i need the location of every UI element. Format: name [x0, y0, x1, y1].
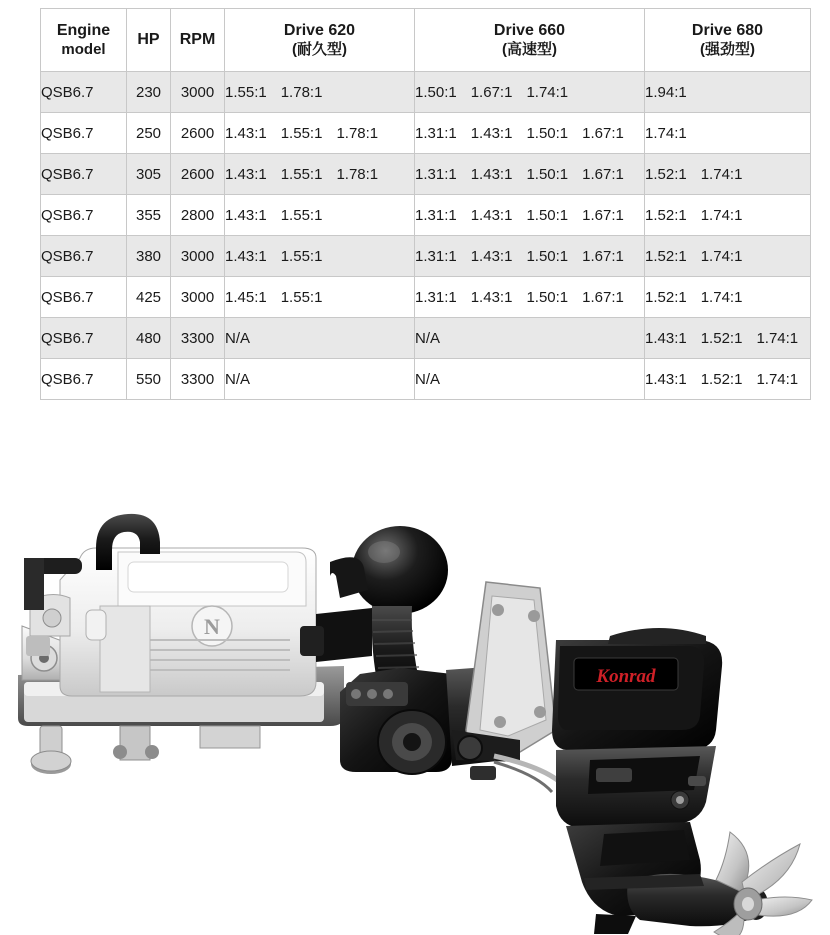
cell-hp: 230 — [127, 72, 171, 113]
cell-engine-model: QSB6.7 — [41, 236, 127, 277]
ratio-value: 1.43:1 — [645, 370, 687, 388]
cell-rpm: 3300 — [171, 318, 225, 359]
cell-drive-620-ratios — [225, 236, 415, 277]
ratio-value: 1.74:1 — [526, 83, 569, 101]
ratio-value: 1.74:1 — [645, 124, 687, 142]
ratio-value: 1.50:1 — [415, 83, 457, 101]
cell-drive-660-ratios — [415, 195, 645, 236]
ratio-value: 1.74:1 — [700, 288, 743, 306]
ratio-value: 1.52:1 — [700, 370, 743, 388]
column-header-engine-model — [41, 9, 127, 72]
table-row — [41, 113, 811, 154]
brand-plate — [574, 658, 678, 690]
ratio-value: 1.52:1 — [645, 165, 687, 183]
svg-text:N: N — [204, 614, 220, 639]
ratio-value: 1.31:1 — [415, 288, 457, 306]
cell-engine-model: QSB6.7 — [41, 277, 127, 318]
cell-rpm: 3000 — [171, 277, 225, 318]
ratio-value: 1.94:1 — [645, 83, 687, 101]
ratio-value: 1.67:1 — [582, 247, 624, 265]
cell-hp: 355 — [127, 195, 171, 236]
cell-hp: 305 — [127, 154, 171, 195]
cell-drive-660-ratios — [415, 318, 645, 359]
ratio-value: 1.50:1 — [526, 288, 569, 306]
cell-drive-680-ratios — [645, 195, 811, 236]
cell-drive-660-ratios — [415, 236, 645, 277]
ratio-value: 1.31:1 — [415, 247, 457, 265]
column-header-hp-main: HP — [137, 31, 160, 48]
cell-rpm: 2600 — [171, 113, 225, 154]
cell-rpm: 3000 — [171, 72, 225, 113]
column-header-engine-model-main: Engine — [56, 21, 111, 39]
column-header-drive-620-main: Drive 620 — [283, 21, 356, 39]
ratio-value: N/A — [225, 329, 251, 347]
table-row — [41, 195, 811, 236]
cell-hp: 550 — [127, 359, 171, 400]
engine-sterndrive-illustration — [0, 430, 830, 935]
ratio-value: 1.50:1 — [526, 165, 569, 183]
column-header-drive-660-sub: (高速型) — [502, 40, 557, 58]
cell-drive-620-ratios — [225, 113, 415, 154]
ratio-value: 1.74:1 — [756, 329, 799, 347]
cell-drive-620-ratios — [225, 277, 415, 318]
ratio-value: 1.78:1 — [336, 165, 379, 183]
cell-engine-model: QSB6.7 — [41, 113, 127, 154]
column-header-drive-660 — [415, 9, 645, 72]
cell-drive-660-ratios — [415, 277, 645, 318]
column-header-drive-660-main: Drive 660 — [493, 21, 566, 39]
ratio-value: 1.45:1 — [225, 288, 267, 306]
table-row — [41, 236, 811, 277]
ratio-value: 1.74:1 — [700, 165, 743, 183]
table-row — [41, 277, 811, 318]
ratio-value: 1.43:1 — [225, 165, 267, 183]
ratio-value: 1.43:1 — [225, 247, 267, 265]
column-header-rpm-main: RPM — [179, 31, 216, 48]
ratio-value: 1.55:1 — [225, 83, 267, 101]
ratio-value: 1.43:1 — [470, 206, 513, 224]
cell-drive-680-ratios — [645, 236, 811, 277]
ratio-value: 1.52:1 — [645, 288, 687, 306]
drive-ratio-table — [40, 8, 811, 400]
table-row — [41, 72, 811, 113]
column-header-drive-620 — [225, 9, 415, 72]
column-header-drive-680 — [645, 9, 811, 72]
cell-rpm: 2600 — [171, 154, 225, 195]
table-row — [41, 154, 811, 195]
cell-drive-680-ratios — [645, 277, 811, 318]
cell-drive-660-ratios — [415, 72, 645, 113]
ratio-value: 1.55:1 — [280, 288, 323, 306]
ratio-value: 1.43:1 — [225, 124, 267, 142]
ratio-value: 1.55:1 — [280, 206, 323, 224]
cell-drive-620-ratios — [225, 359, 415, 400]
cell-rpm: 3300 — [171, 359, 225, 400]
ratio-value: 1.43:1 — [470, 247, 513, 265]
ratio-value: 1.78:1 — [336, 124, 379, 142]
ratio-value: 1.67:1 — [582, 165, 624, 183]
cell-drive-620-ratios — [225, 195, 415, 236]
cell-drive-680-ratios — [645, 154, 811, 195]
ratio-value: 1.78:1 — [280, 83, 323, 101]
ratio-value: 1.55:1 — [280, 165, 323, 183]
transom-plate — [466, 582, 556, 752]
table-header-row — [41, 9, 811, 72]
cell-rpm: 3000 — [171, 236, 225, 277]
ratio-value: N/A — [415, 370, 441, 388]
ratio-value: 1.31:1 — [415, 165, 457, 183]
ratio-value: N/A — [225, 370, 251, 388]
column-header-drive-680-sub: (强劲型) — [700, 40, 755, 58]
ratio-value: 1.50:1 — [526, 124, 569, 142]
ratio-value: 1.55:1 — [280, 124, 323, 142]
column-header-hp — [127, 9, 171, 72]
ratio-value: 1.67:1 — [582, 288, 624, 306]
cell-hp: 480 — [127, 318, 171, 359]
cell-drive-620-ratios — [225, 318, 415, 359]
cell-drive-680-ratios — [645, 72, 811, 113]
ratio-value: 1.52:1 — [700, 329, 743, 347]
cell-drive-660-ratios — [415, 359, 645, 400]
column-header-drive-680-main: Drive 680 — [691, 21, 764, 39]
ratio-value: 1.55:1 — [280, 247, 323, 265]
ratio-value: 1.52:1 — [645, 247, 687, 265]
ratio-value: 1.50:1 — [526, 247, 569, 265]
table-row — [41, 359, 811, 400]
ratio-value: 1.43:1 — [225, 206, 267, 224]
cell-hp: 380 — [127, 236, 171, 277]
table-row — [41, 318, 811, 359]
specification-table-container — [40, 8, 810, 400]
cell-drive-680-ratios — [645, 113, 811, 154]
ratio-value: 1.43:1 — [470, 165, 513, 183]
cell-hp: 250 — [127, 113, 171, 154]
cell-drive-620-ratios — [225, 72, 415, 113]
engine-block-group — [18, 548, 344, 774]
ratio-value: 1.74:1 — [700, 247, 743, 265]
ratio-value: 1.43:1 — [645, 329, 687, 347]
ratio-value: 1.67:1 — [582, 124, 624, 142]
cell-drive-660-ratios — [415, 113, 645, 154]
cell-hp: 425 — [127, 277, 171, 318]
ratio-value: 1.43:1 — [470, 288, 513, 306]
ratio-value: 1.67:1 — [582, 206, 624, 224]
cell-drive-620-ratios — [225, 154, 415, 195]
table-body — [41, 72, 811, 400]
ratio-value: 1.52:1 — [645, 206, 687, 224]
ratio-value: 1.67:1 — [470, 83, 513, 101]
brand-plate-text: Konrad — [596, 666, 656, 687]
cell-drive-660-ratios — [415, 154, 645, 195]
product-photo — [0, 430, 830, 935]
cell-drive-680-ratios — [645, 318, 811, 359]
column-header-engine-model-sub: model — [61, 40, 106, 58]
ratio-value: 1.50:1 — [526, 206, 569, 224]
ratio-value: 1.74:1 — [700, 206, 743, 224]
cell-engine-model: QSB6.7 — [41, 359, 127, 400]
ratio-value: N/A — [415, 329, 441, 347]
cell-engine-model: QSB6.7 — [41, 72, 127, 113]
cell-engine-model: QSB6.7 — [41, 318, 127, 359]
cell-drive-680-ratios — [645, 359, 811, 400]
cell-engine-model: QSB6.7 — [41, 154, 127, 195]
table-header — [41, 9, 811, 72]
column-header-drive-620-sub: (耐久型) — [292, 40, 347, 58]
bell-housing — [378, 710, 446, 774]
column-header-rpm — [171, 9, 225, 72]
air-filter-canister — [352, 526, 448, 614]
ratio-value: 1.43:1 — [470, 124, 513, 142]
ratio-value: 1.74:1 — [756, 370, 799, 388]
ratio-value: 1.31:1 — [415, 206, 457, 224]
cell-rpm: 2800 — [171, 195, 225, 236]
cell-engine-model: QSB6.7 — [41, 195, 127, 236]
ratio-value: 1.31:1 — [415, 124, 457, 142]
